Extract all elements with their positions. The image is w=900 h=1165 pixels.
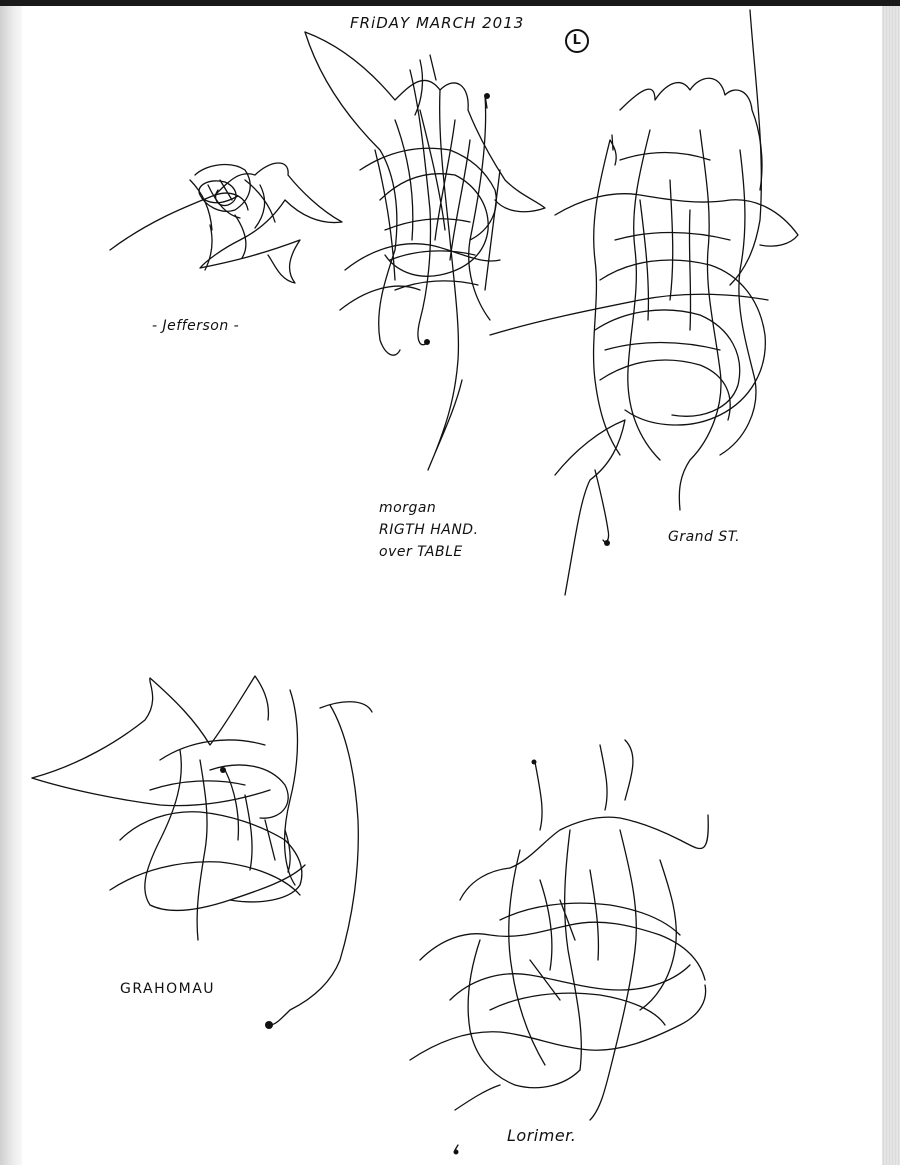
caption-grand-st: Grand ST. [668, 529, 741, 545]
caption-morgan-line: over TABLE [379, 544, 463, 560]
caption-morgan-line: RIGTH HAND. [379, 522, 479, 538]
caption-lorimer: Lorimer. [507, 1126, 577, 1145]
caption-graham-av: GRAHOMAU [120, 981, 216, 997]
caption-jefferson: - Jefferson - [152, 318, 240, 334]
page-date: FRiDAY MARCH 2013 [350, 14, 525, 32]
caption-morgan-line: morgan [379, 500, 437, 516]
caption-morgan [379, 497, 499, 563]
scribble-jefferson [110, 163, 342, 283]
scribble-graham-av [32, 676, 372, 1025]
scribble-morgan [305, 32, 545, 470]
scribble-grand-st [490, 10, 798, 595]
scribble-lorimer [410, 740, 708, 1150]
circled-page-mark: L [565, 29, 589, 53]
